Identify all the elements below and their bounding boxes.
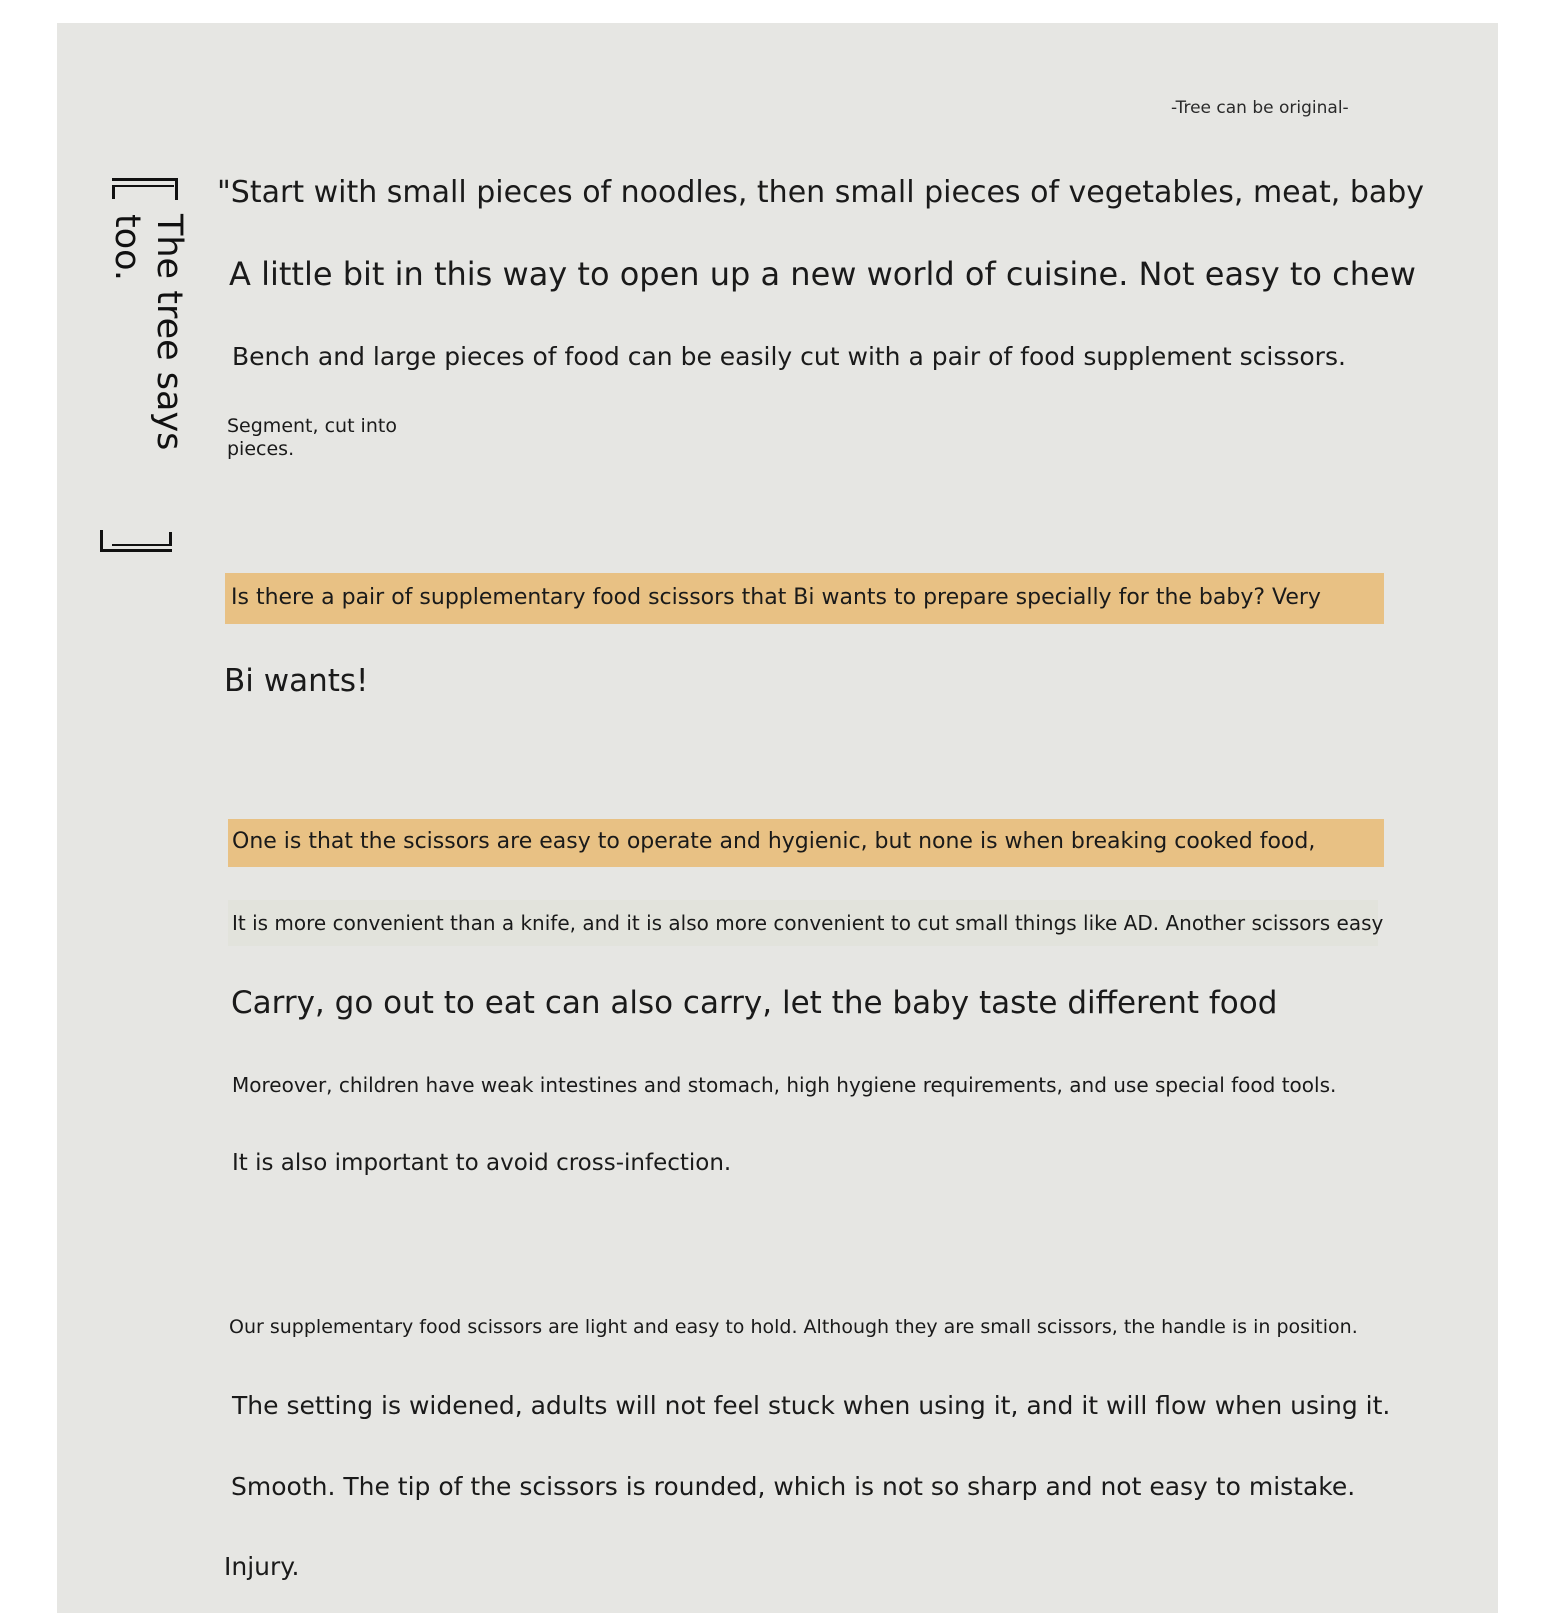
paragraph-line-2: A little bit in this way to open up a new world of cuisine. Not easy to chew — [229, 255, 1416, 293]
vertical-caption-block — [100, 178, 190, 558]
paragraph-line-4: Segment, cut into pieces. — [227, 415, 397, 460]
paragraph-line-5: Is there a pair of supplementary food scissors that Bi wants to prepare specially for the baby? Very — [231, 585, 1321, 610]
paragraph-line-7: One is that the scissors are easy to operate and hygienic, but none is when breaking cooked food, — [232, 829, 1316, 854]
paragraph-line-1: "Start with small pieces of noodles, then small pieces of vegetables, meat, baby — [217, 175, 1425, 210]
paragraph-line-12: Our supplementary food scissors are light and easy to hold. Although they are small scissors, the handle is in position. — [229, 1316, 1358, 1338]
paragraph-line-13: The setting is widened, adults will not feel stuck when using it, and it will flow when using it. — [232, 1391, 1391, 1420]
paragraph-line-8: It is more convenient than a knife, and it is also more convenient to cut small things like AD. Another scissors easy — [232, 911, 1384, 935]
paragraph-line-11: It is also important to avoid cross-infection. — [232, 1150, 732, 1176]
paragraph-line-3: Bench and large pieces of food can be easily cut with a pair of food supplement scissors. — [232, 342, 1346, 371]
paragraph-line-10: Moreover, children have weak intestines and stomach, high hygiene requirements, and use special food tools. — [232, 1073, 1337, 1097]
paragraph-line-15: Injury. — [224, 1552, 300, 1581]
paragraph-line-9: Carry, go out to eat can also carry, let the baby taste different food — [231, 985, 1278, 1021]
tagline: -Tree can be original- — [1171, 98, 1349, 118]
paragraph-line-14: Smooth. The tip of the scissors is rounded, which is not so sharp and not easy to mistake. — [231, 1472, 1356, 1501]
corner-bracket-close-icon — [100, 530, 172, 552]
corner-bracket-open-icon — [112, 178, 178, 200]
paragraph-line-6: Bi wants! — [224, 663, 369, 699]
vertical-caption: The tree says too. — [107, 214, 189, 451]
